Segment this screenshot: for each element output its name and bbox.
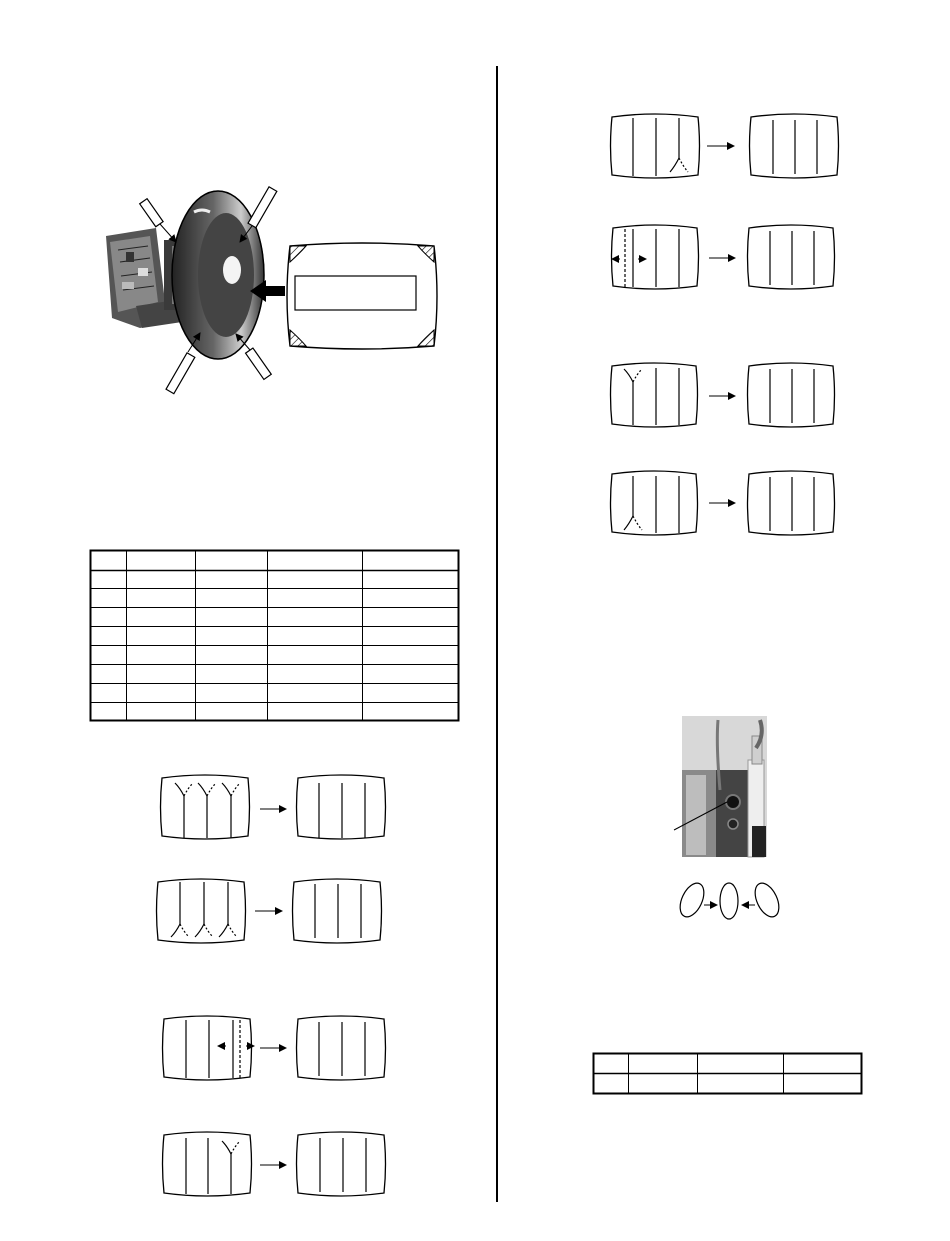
convergence-figure-right-shift bbox=[163, 1016, 386, 1080]
crt-bell-image bbox=[172, 191, 264, 359]
screen-outline-diagram bbox=[287, 243, 437, 349]
convergence-figure-right-bottom bbox=[611, 114, 839, 178]
crt-tube-figure bbox=[106, 187, 437, 394]
convergence-figure-top bbox=[161, 775, 386, 839]
convergence-figure-left-shift bbox=[612, 225, 835, 289]
probe-photo-image bbox=[674, 716, 767, 857]
convergence-figure-left-bottom bbox=[611, 471, 835, 535]
convergence-figure-bottom bbox=[157, 879, 382, 943]
measurement-table bbox=[593, 1053, 862, 1094]
beam-spot-diagram bbox=[675, 879, 783, 920]
adjustment-table bbox=[90, 550, 459, 721]
convergence-figure-right-top bbox=[163, 1132, 386, 1196]
convergence-figure-left-top bbox=[611, 363, 835, 427]
